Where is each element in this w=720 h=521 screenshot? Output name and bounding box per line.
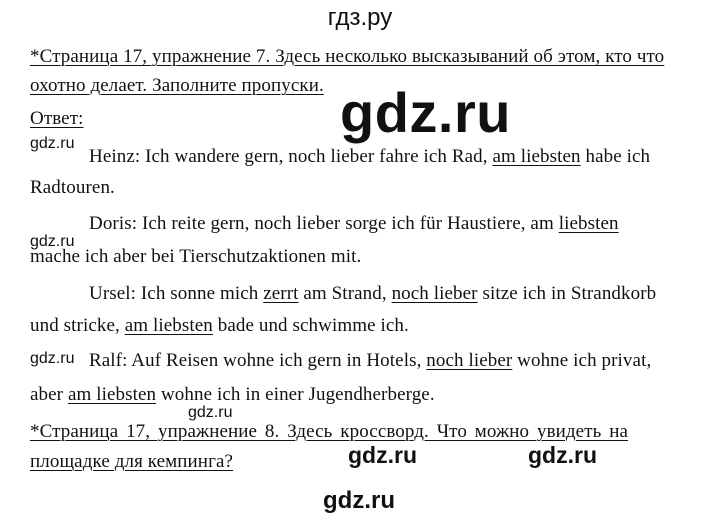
watermark-large: gdz.ru xyxy=(340,81,511,144)
ursel-text-l2b: bade und schwimme ich. xyxy=(212,315,409,336)
ursel-text-a: Ursel: Ich sonne mich xyxy=(89,283,264,304)
exercise-8-heading-line-2: площадке для кемпинга? xyxy=(30,451,234,472)
watermark-bottom: gdz.ru xyxy=(323,487,395,514)
watermark-small-2: gdz.ru xyxy=(30,233,75,250)
ursel-answer-2: noch lieber xyxy=(391,283,478,304)
watermark-small-3: gdz.ru xyxy=(30,350,75,367)
watermark-mid-2: gdz.ru xyxy=(528,442,597,468)
heinz-text-b: habe ich xyxy=(580,146,651,167)
exercise-7-heading-line-1: *Страница 17, упражнение 7. Здесь несколько высказываний об этом, кто что xyxy=(30,46,665,67)
ralf-text-l2a: aber xyxy=(30,384,68,405)
doris-answer-1: liebsten xyxy=(558,213,619,234)
doris-text-a: Doris: Ich reite gern, noch lieber sorge ich für Haustiere, am xyxy=(89,213,559,234)
exercise-7-heading-line-2: охотно делает. Заполните пропуски. xyxy=(30,75,324,96)
doris-line-2: mache ich aber bei Tierschutzaktionen mit. xyxy=(30,246,362,267)
ralf-line-2 xyxy=(30,384,435,406)
exercise-8-heading-line-1: *Страница 17, упражнение 8. Здесь кроссворд. Что можно увидеть на xyxy=(30,421,629,442)
ursel-line-1 xyxy=(89,283,656,305)
site-title: гдз.ру xyxy=(327,4,393,31)
heinz-line-1 xyxy=(89,146,650,168)
doris-line-1 xyxy=(89,213,619,235)
ursel-answer-1: zerrt xyxy=(263,283,299,304)
heinz-text-a: Heinz: Ich wandere gern, noch lieber fahre ich Rad, xyxy=(89,146,493,167)
ursel-text-c: sitze ich in Strandkorb xyxy=(477,283,657,304)
watermark-small-1: gdz.ru xyxy=(30,135,75,152)
ralf-text-b: wohne ich privat, xyxy=(512,350,652,371)
ralf-text-a: Ralf: Auf Reisen wohne ich gern in Hotels, xyxy=(89,350,427,371)
heinz-line-2: Radtouren. xyxy=(30,177,115,198)
answer-label: Ответ: xyxy=(30,108,84,129)
ursel-text-l2a: und stricke, xyxy=(30,315,125,336)
watermark-mid-1: gdz.ru xyxy=(348,442,417,468)
ralf-line-1 xyxy=(89,350,651,372)
ursel-line-2 xyxy=(30,315,409,337)
ralf-answer-1: noch lieber xyxy=(426,350,513,371)
ralf-text-l2b: wohne ich in einer Jugendherberge. xyxy=(156,384,435,405)
ralf-answer-2: am liebsten xyxy=(67,384,157,405)
heinz-answer-1: am liebsten xyxy=(492,146,581,167)
watermark-small-4: gdz.ru xyxy=(188,404,233,421)
ursel-text-b: am Strand, xyxy=(298,283,392,304)
ursel-answer-3: am liebsten xyxy=(124,315,213,336)
